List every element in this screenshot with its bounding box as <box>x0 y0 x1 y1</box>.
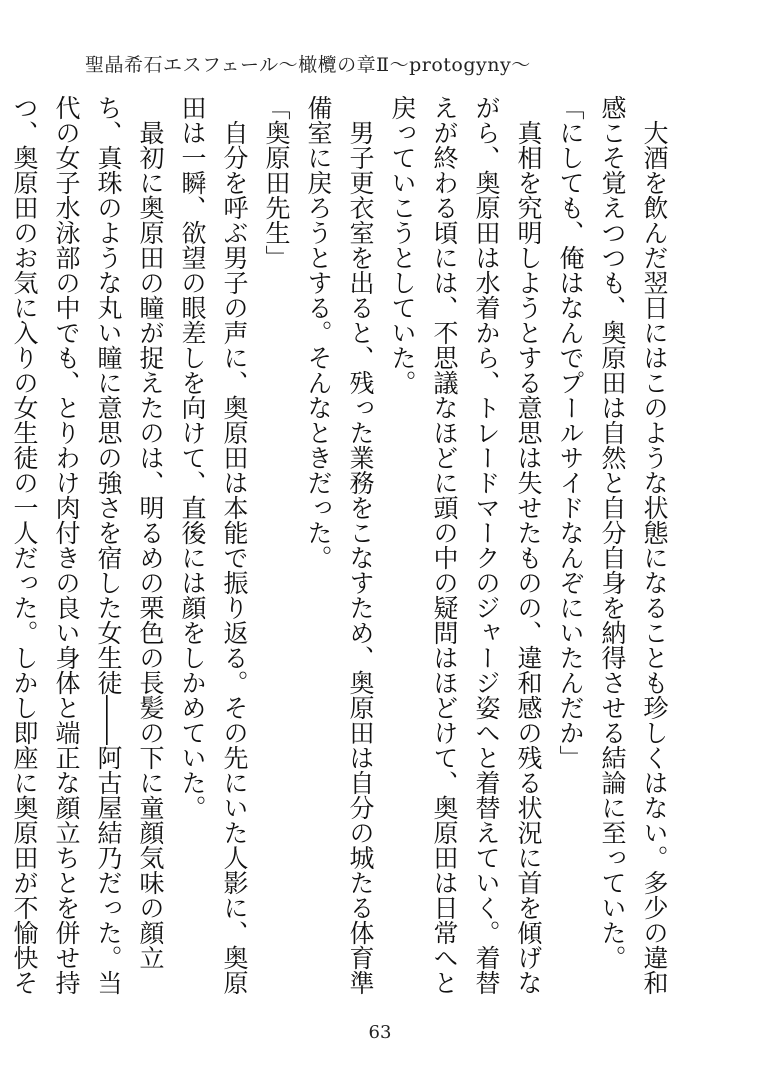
dialogue-line: 「にしても、俺はなんでプールサイドなんぞにいたんだか」 <box>556 95 585 770</box>
page-number: 63 <box>368 1022 392 1043</box>
paragraph: 大酒を飲んだ翌日にはこのような状態になることも珍しくはない。多少の違和感こそ覚えつつも、奥原田は自然と自分自身を納得させる結論に至っていた。 <box>598 95 669 995</box>
paragraph: 男子更衣室を出ると、残った業務をこなすため、奥原田は自分の城たる体育準備室に戻ろうとする。そんなときだった。 <box>304 95 375 995</box>
paragraph: 自分を呼ぶ男子の声に、奥原田は本能で振り返る。その先にいた人影に、奥原田は一瞬、欲望の眼差しを向けて、直後には顔をしかめていた。 <box>178 95 249 995</box>
paragraph: 最初に奥原田の瞳が捉えたのは、明るめの栗色の長髪の下に童顔気味の顔立ち、真珠のような丸い瞳に意思の強さを宿した女生徒――阿古屋結乃だった。当代の女子水泳部の中でも、とりわけ肉付きの良い身体と端正な顔立ちとを併せ持つ、奥原田のお気に入りの女生徒の一人だった。しかし即座に奥原田が不愉快そ <box>10 95 165 995</box>
body-text <box>10 95 675 1015</box>
running-header: 聖晶希石エスフェール〜橄欖の章Ⅱ〜protogyny〜 <box>85 54 531 76</box>
paragraph: 真相を究明しようとする意思は失せたものの、違和感の残る状況に首を傾げながら、奥原田は水着から、トレードマークのジャージ姿へと着替えていく。着替えが終わる頃には、不思議なほどに頭の中の疑問はほどけて、奥原田は日常へと戻っていこうとしていた。 <box>388 95 543 995</box>
dialogue-line: 「奥原田先生」 <box>262 95 291 270</box>
